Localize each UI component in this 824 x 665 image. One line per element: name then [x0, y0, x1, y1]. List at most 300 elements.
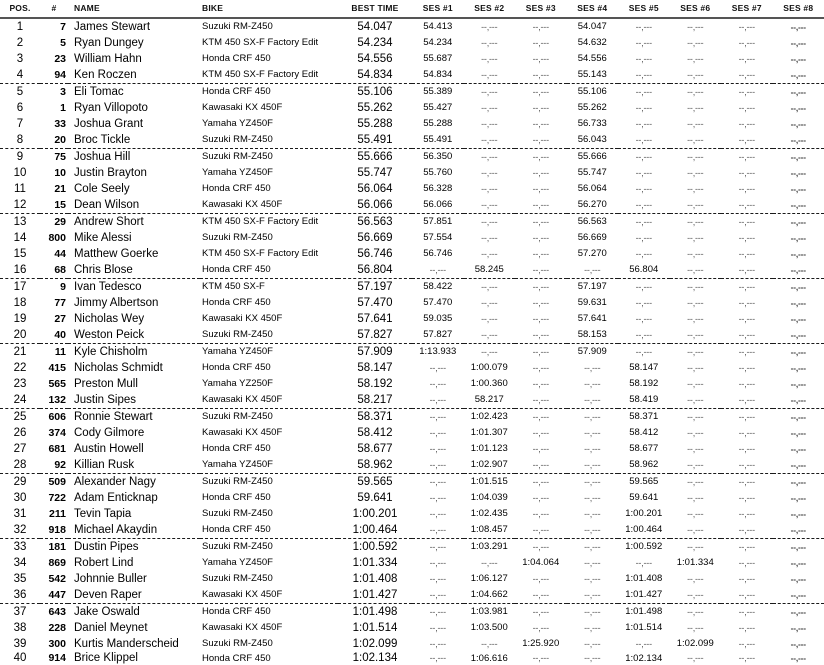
cell-best-time: 58.192: [338, 376, 412, 392]
cell-session-6: --,---: [670, 490, 722, 506]
cell-session-2: --,---: [464, 555, 516, 571]
cell-session-6: 1:02.099: [670, 636, 722, 652]
cell-session-4: 54.632: [567, 35, 619, 51]
cell-session-4: 56.563: [567, 214, 619, 231]
cell-session-2: --,---: [464, 149, 516, 166]
cell-session-3: --,---: [515, 457, 567, 474]
cell-session-1: --,---: [412, 539, 464, 556]
cell-session-6: --,---: [670, 522, 722, 539]
cell-session-1: 57.851: [412, 214, 464, 231]
table-row[interactable]: [0, 51, 824, 67]
cell-best-time: 58.962: [338, 457, 412, 474]
cell-rider-number: 374: [40, 425, 68, 441]
cell-session-4: --,---: [567, 490, 619, 506]
cell-session-8: --,---: [773, 360, 824, 376]
cell-position: 23: [0, 376, 40, 392]
cell-bike: Honda CRF 450: [200, 441, 338, 457]
cell-session-4: 55.262: [567, 100, 619, 116]
cell-session-5: 58.192: [618, 376, 670, 392]
cell-session-2: 1:00.360: [464, 376, 516, 392]
cell-session-5: 59.565: [618, 474, 670, 491]
cell-best-time: 1:02.134: [338, 652, 412, 665]
cell-session-8: --,---: [773, 311, 824, 327]
cell-session-1: 55.491: [412, 132, 464, 149]
table-row[interactable]: [0, 262, 824, 279]
cell-best-time: 55.288: [338, 116, 412, 132]
cell-position: 15: [0, 246, 40, 262]
cell-position: 33: [0, 539, 40, 556]
cell-bike: Suzuki RM-Z450: [200, 636, 338, 652]
cell-session-6: --,---: [670, 279, 722, 296]
cell-session-4: 56.669: [567, 230, 619, 246]
cell-session-8: --,---: [773, 571, 824, 587]
cell-best-time: 55.106: [338, 84, 412, 101]
table-row[interactable]: [0, 116, 824, 132]
table-row[interactable]: [0, 18, 824, 35]
cell-session-1: --,---: [412, 409, 464, 426]
cell-session-3: --,---: [515, 344, 567, 361]
cell-session-6: --,---: [670, 425, 722, 441]
cell-session-5: --,---: [618, 67, 670, 84]
cell-best-time: 54.047: [338, 18, 412, 35]
cell-session-8: --,---: [773, 279, 824, 296]
cell-position: 40: [0, 652, 40, 665]
cell-session-3: --,---: [515, 165, 567, 181]
cell-session-6: --,---: [670, 246, 722, 262]
cell-session-4: --,---: [567, 376, 619, 392]
cell-session-8: --,---: [773, 474, 824, 491]
cell-session-1: 55.389: [412, 84, 464, 101]
cell-session-1: --,---: [412, 571, 464, 587]
table-row[interactable]: [0, 392, 824, 409]
cell-position: 22: [0, 360, 40, 376]
cell-session-4: 55.666: [567, 149, 619, 166]
cell-session-5: --,---: [618, 197, 670, 214]
cell-rider-number: 23: [40, 51, 68, 67]
cell-session-8: --,---: [773, 539, 824, 556]
cell-session-4: --,---: [567, 262, 619, 279]
table-row[interactable]: [0, 555, 824, 571]
cell-session-8: --,---: [773, 246, 824, 262]
cell-session-5: --,---: [618, 149, 670, 166]
table-row[interactable]: [0, 35, 824, 51]
cell-session-5: 1:01.427: [618, 587, 670, 604]
cell-bike: Honda CRF 450: [200, 490, 338, 506]
cell-session-5: 56.804: [618, 262, 670, 279]
cell-session-2: --,---: [464, 636, 516, 652]
cell-session-1: 59.035: [412, 311, 464, 327]
cell-session-1: --,---: [412, 392, 464, 409]
cell-session-2: 58.217: [464, 392, 516, 409]
cell-session-2: 1:02.423: [464, 409, 516, 426]
cell-session-1: 55.760: [412, 165, 464, 181]
table-row[interactable]: [0, 490, 824, 506]
cell-session-4: 54.556: [567, 51, 619, 67]
table-row[interactable]: [0, 506, 824, 522]
cell-position: 24: [0, 392, 40, 409]
cell-session-2: --,---: [464, 295, 516, 311]
cell-best-time: 55.491: [338, 132, 412, 149]
cell-session-3: --,---: [515, 279, 567, 296]
cell-session-7: --,---: [721, 262, 773, 279]
column-header-session-5: SES #5: [618, 0, 670, 18]
cell-session-8: --,---: [773, 84, 824, 101]
cell-session-5: 1:01.514: [618, 620, 670, 636]
cell-session-3: --,---: [515, 262, 567, 279]
cell-session-1: 56.066: [412, 197, 464, 214]
cell-session-5: 58.147: [618, 360, 670, 376]
cell-session-8: --,---: [773, 67, 824, 84]
cell-session-1: 55.687: [412, 51, 464, 67]
cell-session-8: --,---: [773, 587, 824, 604]
cell-best-time: 1:02.099: [338, 636, 412, 652]
table-row[interactable]: [0, 636, 824, 652]
cell-session-7: --,---: [721, 457, 773, 474]
table-row[interactable]: [0, 425, 824, 441]
cell-rider-name: Cody Gilmore: [68, 425, 200, 441]
cell-session-7: --,---: [721, 327, 773, 344]
column-header-position: POS.: [0, 0, 40, 18]
table-row[interactable]: [0, 539, 824, 556]
cell-rider-name: Ryan Dungey: [68, 35, 200, 51]
cell-rider-name: Ronnie Stewart: [68, 409, 200, 426]
cell-bike: Kawasaki KX 450F: [200, 311, 338, 327]
cell-rider-number: 77: [40, 295, 68, 311]
table-row[interactable]: [0, 149, 824, 166]
table-row[interactable]: [0, 230, 824, 246]
cell-rider-name: Brice Klippel: [68, 652, 200, 665]
table-row[interactable]: [0, 165, 824, 181]
cell-session-3: --,---: [515, 132, 567, 149]
cell-session-3: --,---: [515, 474, 567, 491]
cell-session-3: --,---: [515, 652, 567, 665]
cell-bike: Suzuki RM-Z450: [200, 539, 338, 556]
cell-session-1: 57.470: [412, 295, 464, 311]
cell-session-3: --,---: [515, 587, 567, 604]
cell-rider-number: 5: [40, 35, 68, 51]
cell-session-4: 54.047: [567, 18, 619, 35]
cell-rider-number: 27: [40, 311, 68, 327]
cell-session-1: 54.834: [412, 67, 464, 84]
column-header-number: #: [40, 0, 68, 18]
cell-session-1: 56.350: [412, 149, 464, 166]
cell-best-time: 1:01.408: [338, 571, 412, 587]
column-header-session-3: SES #3: [515, 0, 567, 18]
cell-session-7: --,---: [721, 604, 773, 621]
cell-session-6: --,---: [670, 441, 722, 457]
cell-session-3: --,---: [515, 295, 567, 311]
table-row[interactable]: [0, 344, 824, 361]
cell-rider-name: Killian Rusk: [68, 457, 200, 474]
cell-session-6: --,---: [670, 18, 722, 35]
cell-session-7: --,---: [721, 181, 773, 197]
cell-session-5: 58.412: [618, 425, 670, 441]
cell-position: 19: [0, 311, 40, 327]
cell-session-8: --,---: [773, 149, 824, 166]
cell-bike: KTM 450 SX-F Factory Edit: [200, 246, 338, 262]
cell-session-5: --,---: [618, 246, 670, 262]
cell-session-8: --,---: [773, 652, 824, 665]
cell-rider-number: 509: [40, 474, 68, 491]
cell-session-6: --,---: [670, 620, 722, 636]
cell-session-3: --,---: [515, 506, 567, 522]
cell-session-7: --,---: [721, 571, 773, 587]
cell-session-2: --,---: [464, 35, 516, 51]
cell-session-5: 1:01.498: [618, 604, 670, 621]
cell-session-5: 1:02.134: [618, 652, 670, 665]
cell-session-3: --,---: [515, 51, 567, 67]
cell-rider-number: 228: [40, 620, 68, 636]
cell-best-time: 1:01.514: [338, 620, 412, 636]
cell-bike: KTM 450 SX-F Factory Edit: [200, 214, 338, 231]
cell-session-6: --,---: [670, 67, 722, 84]
cell-position: 39: [0, 636, 40, 652]
cell-session-3: 1:04.064: [515, 555, 567, 571]
cell-session-3: --,---: [515, 604, 567, 621]
cell-bike: Suzuki RM-Z450: [200, 506, 338, 522]
cell-rider-name: Daniel Meynet: [68, 620, 200, 636]
table-row[interactable]: [0, 571, 824, 587]
cell-session-6: --,---: [670, 295, 722, 311]
cell-session-4: 57.909: [567, 344, 619, 361]
cell-rider-number: 9: [40, 279, 68, 296]
cell-session-8: --,---: [773, 344, 824, 361]
table-row[interactable]: [0, 457, 824, 474]
cell-session-5: --,---: [618, 311, 670, 327]
table-row[interactable]: [0, 311, 824, 327]
cell-session-4: --,---: [567, 457, 619, 474]
table-row[interactable]: [0, 604, 824, 621]
cell-position: 16: [0, 262, 40, 279]
cell-best-time: 1:00.201: [338, 506, 412, 522]
cell-best-time: 54.556: [338, 51, 412, 67]
cell-session-2: 58.245: [464, 262, 516, 279]
table-header: [0, 0, 824, 18]
cell-session-2: --,---: [464, 279, 516, 296]
cell-session-3: --,---: [515, 571, 567, 587]
cell-session-7: --,---: [721, 376, 773, 392]
cell-bike: Kawasaki KX 450F: [200, 620, 338, 636]
table-row[interactable]: [0, 295, 824, 311]
column-header-name: NAME: [68, 0, 200, 18]
cell-rider-number: 10: [40, 165, 68, 181]
cell-session-4: --,---: [567, 571, 619, 587]
cell-session-5: --,---: [618, 636, 670, 652]
table-row[interactable]: [0, 246, 824, 262]
table-row[interactable]: [0, 474, 824, 491]
cell-session-1: --,---: [412, 522, 464, 539]
cell-bike: Yamaha YZ250F: [200, 376, 338, 392]
cell-session-2: --,---: [464, 116, 516, 132]
cell-session-4: 56.064: [567, 181, 619, 197]
cell-position: 30: [0, 490, 40, 506]
cell-position: 36: [0, 587, 40, 604]
cell-best-time: 54.834: [338, 67, 412, 84]
table-row[interactable]: [0, 279, 824, 296]
cell-rider-name: Chris Blose: [68, 262, 200, 279]
cell-session-2: 1:03.981: [464, 604, 516, 621]
table-row[interactable]: [0, 100, 824, 116]
table-row[interactable]: [0, 376, 824, 392]
cell-session-1: --,---: [412, 441, 464, 457]
table-row[interactable]: [0, 652, 824, 665]
cell-session-4: 55.747: [567, 165, 619, 181]
cell-session-8: --,---: [773, 392, 824, 409]
cell-session-5: --,---: [618, 18, 670, 35]
cell-best-time: 59.565: [338, 474, 412, 491]
cell-session-2: --,---: [464, 327, 516, 344]
cell-session-1: --,---: [412, 604, 464, 621]
cell-rider-name: Deven Raper: [68, 587, 200, 604]
cell-session-1: 57.827: [412, 327, 464, 344]
cell-position: 28: [0, 457, 40, 474]
table-row[interactable]: [0, 360, 824, 376]
cell-bike: Kawasaki KX 450F: [200, 587, 338, 604]
cell-session-2: 1:01.515: [464, 474, 516, 491]
cell-session-6: --,---: [670, 181, 722, 197]
cell-session-4: 56.270: [567, 197, 619, 214]
cell-bike: Kawasaki KX 450F: [200, 425, 338, 441]
cell-session-1: --,---: [412, 425, 464, 441]
table-row[interactable]: [0, 522, 824, 539]
cell-rider-name: Broc Tickle: [68, 132, 200, 149]
column-header-session-7: SES #7: [721, 0, 773, 18]
cell-session-2: --,---: [464, 84, 516, 101]
cell-session-7: --,---: [721, 392, 773, 409]
cell-session-5: 1:00.592: [618, 539, 670, 556]
cell-session-8: --,---: [773, 522, 824, 539]
cell-best-time: 56.804: [338, 262, 412, 279]
cell-session-6: --,---: [670, 652, 722, 665]
cell-session-4: 58.153: [567, 327, 619, 344]
cell-rider-number: 918: [40, 522, 68, 539]
cell-rider-name: Jake Oswald: [68, 604, 200, 621]
cell-session-5: 58.962: [618, 457, 670, 474]
cell-bike: Yamaha YZ450F: [200, 165, 338, 181]
cell-session-7: --,---: [721, 100, 773, 116]
cell-rider-name: Joshua Grant: [68, 116, 200, 132]
cell-session-8: --,---: [773, 197, 824, 214]
cell-position: 9: [0, 149, 40, 166]
cell-best-time: 58.412: [338, 425, 412, 441]
cell-bike: Honda CRF 450: [200, 652, 338, 665]
cell-session-3: --,---: [515, 522, 567, 539]
cell-position: 10: [0, 165, 40, 181]
column-header-bike: BIKE: [200, 0, 338, 18]
cell-rider-name: Jimmy Albertson: [68, 295, 200, 311]
cell-rider-name: William Hahn: [68, 51, 200, 67]
cell-session-7: --,---: [721, 214, 773, 231]
cell-rider-number: 75: [40, 149, 68, 166]
cell-session-3: --,---: [515, 409, 567, 426]
cell-session-2: --,---: [464, 311, 516, 327]
cell-session-7: --,---: [721, 246, 773, 262]
cell-best-time: 58.371: [338, 409, 412, 426]
cell-session-2: --,---: [464, 100, 516, 116]
cell-best-time: 58.677: [338, 441, 412, 457]
cell-rider-name: Justin Sipes: [68, 392, 200, 409]
cell-position: 2: [0, 35, 40, 51]
cell-session-8: --,---: [773, 327, 824, 344]
cell-session-7: --,---: [721, 652, 773, 665]
cell-session-6: --,---: [670, 214, 722, 231]
cell-session-3: --,---: [515, 67, 567, 84]
table-row[interactable]: [0, 587, 824, 604]
cell-session-5: --,---: [618, 100, 670, 116]
cell-session-7: --,---: [721, 620, 773, 636]
cell-bike: Suzuki RM-Z450: [200, 571, 338, 587]
cell-session-6: --,---: [670, 51, 722, 67]
table-row[interactable]: [0, 84, 824, 101]
cell-session-6: --,---: [670, 35, 722, 51]
cell-session-3: --,---: [515, 18, 567, 35]
cell-bike: Yamaha YZ450F: [200, 116, 338, 132]
table-row[interactable]: [0, 441, 824, 457]
cell-session-4: 55.106: [567, 84, 619, 101]
cell-session-7: --,---: [721, 18, 773, 35]
cell-session-2: --,---: [464, 18, 516, 35]
cell-bike: Honda CRF 450: [200, 181, 338, 197]
table-row[interactable]: [0, 409, 824, 426]
cell-session-7: --,---: [721, 522, 773, 539]
cell-session-5: --,---: [618, 51, 670, 67]
cell-best-time: 57.470: [338, 295, 412, 311]
cell-session-7: --,---: [721, 116, 773, 132]
cell-best-time: 55.666: [338, 149, 412, 166]
cell-session-1: --,---: [412, 506, 464, 522]
cell-rider-number: 11: [40, 344, 68, 361]
column-header-session-4: SES #4: [567, 0, 619, 18]
table-row[interactable]: [0, 181, 824, 197]
cell-session-3: --,---: [515, 539, 567, 556]
table-row[interactable]: [0, 214, 824, 231]
cell-session-3: --,---: [515, 392, 567, 409]
cell-best-time: 1:00.592: [338, 539, 412, 556]
cell-rider-number: 44: [40, 246, 68, 262]
cell-session-7: --,---: [721, 67, 773, 84]
cell-rider-number: 722: [40, 490, 68, 506]
cell-session-3: --,---: [515, 84, 567, 101]
cell-rider-number: 33: [40, 116, 68, 132]
cell-session-2: --,---: [464, 132, 516, 149]
table-row[interactable]: [0, 620, 824, 636]
cell-session-6: --,---: [670, 262, 722, 279]
cell-session-7: --,---: [721, 279, 773, 296]
cell-position: 20: [0, 327, 40, 344]
cell-rider-number: 211: [40, 506, 68, 522]
cell-bike: Kawasaki KX 450F: [200, 100, 338, 116]
cell-best-time: 1:01.334: [338, 555, 412, 571]
cell-session-6: --,---: [670, 376, 722, 392]
cell-position: 34: [0, 555, 40, 571]
cell-bike: Honda CRF 450: [200, 295, 338, 311]
cell-session-3: --,---: [515, 116, 567, 132]
cell-session-6: --,---: [670, 344, 722, 361]
cell-rider-number: 914: [40, 652, 68, 665]
table-row[interactable]: [0, 327, 824, 344]
cell-best-time: 57.827: [338, 327, 412, 344]
cell-session-7: --,---: [721, 474, 773, 491]
cell-session-1: --,---: [412, 360, 464, 376]
cell-rider-name: Matthew Goerke: [68, 246, 200, 262]
table-row[interactable]: [0, 132, 824, 149]
cell-session-2: 1:02.435: [464, 506, 516, 522]
cell-rider-name: Ivan Tedesco: [68, 279, 200, 296]
table-row[interactable]: [0, 67, 824, 84]
cell-session-3: --,---: [515, 490, 567, 506]
table-row[interactable]: [0, 197, 824, 214]
cell-rider-name: Mike Alessi: [68, 230, 200, 246]
